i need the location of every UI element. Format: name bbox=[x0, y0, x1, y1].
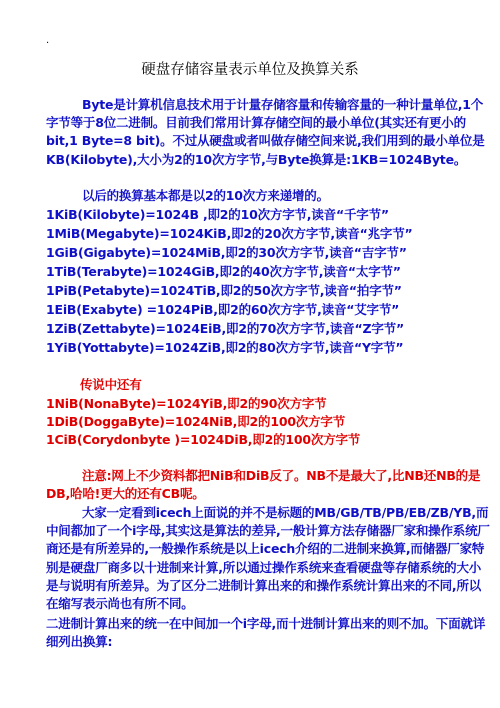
closing-paragraph: 大家一定看到icech上面说的并不是标题的MB/GB/TB/PB/EB/ZB/YB,而中间都加了一个i字母,其实这是算法的差异,一般计算方法存储器厂家和操作系统厂商还是有所差异的,一般操作系统是以上icech介绍的二进制来换算,而储器厂家特别是硬盘厂商多以十进制来计算,所以通过操作系统来查看硬盘等存储系统的大小是与说明有所差异。为了区分二进制计算出来的和操作系统计算出来的不同,所以在缩写表示尚也有所不同。 bbox=[46, 505, 490, 612]
unit-line-pib: 1PiB(Petabyte)=1024TiB,即2的50次方字节,读音“拍字节” bbox=[46, 283, 402, 298]
later-paragraph: 以后的换算基本都是以2的10次方来递增的。 bbox=[82, 188, 329, 203]
unit-line-gib: 1GiB(Gigabyte)=1024MiB,即2的30次方字节,读音“吉字节” bbox=[46, 245, 407, 260]
note-paragraph: 注意:网上不少资料都把NiB和DiB反了。NB不是最大了,比NB还NB的是DB,哈哈!更大的还有CB呢。 bbox=[46, 468, 481, 502]
final-paragraph: 二进制计算出来的统一在中间加一个i字母,而十进制计算出来的则不加。下面就详细列出换算: bbox=[46, 616, 486, 650]
unit-line-eib: 1EiB(Exabyte) =1024PiB,即2的60次方字节,读音“艾字节” bbox=[46, 302, 400, 317]
legend-line-cib: 1CiB(Corydonbyte )=1024DiB,即2的100次方字节 bbox=[46, 432, 361, 447]
legend-line-dib: 1DiB(DoggaByte)=1024NiB,即2的100次方字节 bbox=[46, 414, 346, 429]
unit-line-mib: 1MiB(Megabyte)=1024KiB,即2的20次方字节,读音“兆字节” bbox=[46, 226, 413, 241]
legend-line-nib: 1NiB(NonaByte)=1024YiB,即2的90次方字节 bbox=[46, 396, 327, 411]
legend-heading: 传说中还有 bbox=[80, 377, 142, 392]
unit-line-zib: 1ZiB(Zettabyte)=1024EiB,即2的70次方字节,读音“Z字节” bbox=[46, 321, 404, 336]
unit-line-tib: 1TiB(Terabyte)=1024GiB,即2的40次方字节,读音“太字节” bbox=[46, 264, 401, 279]
intro-paragraph: Byte是计算机信息技术用于计量存储容量和传输容量的一种计量单位,1个字节等于8位二进制。目前我们常用计算存储空间的最小单位(其实还有更小的bit,1 Byte=8 bit)。不过从硬盘或者叫做存储空间来说,我们用到的最小单位是KB(Kilobyte),大小为2的10次方字节,与Byte换算是:1KB=1024Byte。 bbox=[46, 97, 485, 167]
page-dot: · bbox=[46, 38, 50, 49]
page-title: 硬盘存储容量表示单位及换算关系 bbox=[141, 62, 359, 78]
unit-line-yib: 1YiB(Yottabyte)=1024ZiB,即2的80次方字节,读音“Y字节” bbox=[46, 340, 404, 355]
unit-line-kib: 1KiB(Kilobyte)=1024B ,即2的10次方字节,读音“千字节” bbox=[46, 207, 389, 222]
